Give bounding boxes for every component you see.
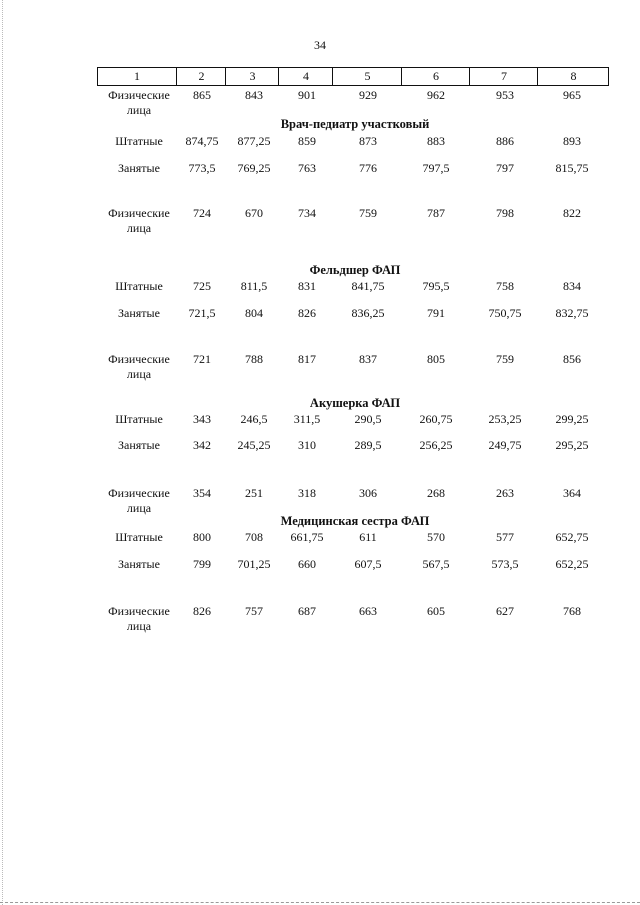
table-cell: 318 <box>298 486 316 500</box>
table-cell: 611 <box>359 530 377 544</box>
table-cell: 843 <box>245 88 263 102</box>
table-cell: 768 <box>563 604 581 618</box>
section-title-midwife: Акушерка ФАП <box>309 396 401 410</box>
table-cell: 570 <box>427 530 445 544</box>
table-cell: 965 <box>563 88 581 102</box>
table-cell: 953 <box>496 88 514 102</box>
table-cell: 962 <box>427 88 445 102</box>
row-label: Штатные <box>115 530 163 544</box>
table-cell: 701,25 <box>237 557 271 571</box>
table-cell: 343 <box>193 412 211 426</box>
header-cell-3: 3 <box>225 68 279 85</box>
table-cell: 577 <box>496 530 514 544</box>
table-cell: 245,25 <box>237 438 271 452</box>
table-cell: 567,5 <box>422 557 450 571</box>
table-header-row <box>97 67 609 86</box>
page-number: 34 <box>314 38 326 52</box>
table-cell: 929 <box>359 88 377 102</box>
table-cell: 721 <box>193 352 211 366</box>
table-cell: 251 <box>245 486 263 500</box>
table-cell: 721,5 <box>188 306 216 320</box>
table-cell: 652,75 <box>555 530 589 544</box>
table-cell: 834 <box>563 279 581 293</box>
row-label: Занятые <box>118 438 160 452</box>
table-cell: 256,25 <box>419 438 453 452</box>
header-cell-7: 7 <box>469 68 538 85</box>
table-cell: 759 <box>359 206 377 220</box>
table-cell: 708 <box>245 530 263 544</box>
table-cell: 856 <box>563 352 581 366</box>
table-cell: 826 <box>193 604 211 618</box>
header-cell-8: 8 <box>537 68 609 85</box>
table-cell: 800 <box>193 530 211 544</box>
table-cell: 837 <box>359 352 377 366</box>
section-title-feldsher: Фельдшер ФАП <box>309 263 401 277</box>
header-cell-4: 4 <box>278 68 333 85</box>
table-cell: 901 <box>298 88 316 102</box>
table-cell: 836,25 <box>351 306 385 320</box>
table-cell: 660 <box>298 557 316 571</box>
table-cell: 831 <box>298 279 316 293</box>
header-cell-2: 2 <box>176 68 226 85</box>
table-cell: 652,25 <box>555 557 589 571</box>
row-label: Штатные <box>115 134 163 148</box>
table-cell: 725 <box>193 279 211 293</box>
table-cell: 750,75 <box>488 306 522 320</box>
table-cell: 295,25 <box>555 438 589 452</box>
table-cell: 607,5 <box>354 557 382 571</box>
section-title-pediatrician: Врач-педиатр участковый <box>280 117 430 131</box>
scan-border-bottom <box>0 901 640 903</box>
table-cell: 311,5 <box>293 412 321 426</box>
table-cell: 759 <box>496 352 514 366</box>
table-cell: 795,5 <box>422 279 450 293</box>
table-cell: 253,25 <box>488 412 522 426</box>
table-cell: 663 <box>359 604 377 618</box>
table-cell: 877,25 <box>237 134 271 148</box>
header-cell-1: 1 <box>134 69 140 83</box>
table-cell: 364 <box>563 486 581 500</box>
table-cell: 798 <box>496 206 514 220</box>
table-cell: 832,75 <box>555 306 589 320</box>
table-cell: 354 <box>193 486 211 500</box>
table-cell: 787 <box>427 206 445 220</box>
scan-border-left <box>2 0 4 905</box>
row-label: Физические лица <box>108 206 170 235</box>
row-label: Занятые <box>118 557 160 571</box>
table-cell: 797 <box>496 161 514 175</box>
table-cell: 724 <box>193 206 211 220</box>
table-cell: 811,5 <box>240 279 268 293</box>
table-cell: 804 <box>245 306 263 320</box>
table-cell: 893 <box>563 134 581 148</box>
table-cell: 758 <box>496 279 514 293</box>
header-cell-5: 5 <box>332 68 402 85</box>
table-cell: 670 <box>245 206 263 220</box>
row-label: Физические лица <box>108 604 170 633</box>
table-cell: 268 <box>427 486 445 500</box>
table-cell: 290,5 <box>354 412 382 426</box>
table-cell: 886 <box>496 134 514 148</box>
table-cell: 874,75 <box>185 134 219 148</box>
table-cell: 817 <box>298 352 316 366</box>
table-cell: 734 <box>298 206 316 220</box>
table-cell: 805 <box>427 352 445 366</box>
table-cell: 687 <box>298 604 316 618</box>
table-cell: 788 <box>245 352 263 366</box>
table-cell: 249,75 <box>488 438 522 452</box>
row-label: Занятые <box>118 161 160 175</box>
table-cell: 289,5 <box>354 438 382 452</box>
table-cell: 859 <box>298 134 316 148</box>
table-cell: 627 <box>496 604 514 618</box>
table-cell: 263 <box>496 486 514 500</box>
row-label: Физические лица <box>108 486 170 515</box>
row-label: Физические лица <box>108 88 170 117</box>
header-cell-6: 6 <box>401 68 470 85</box>
table-cell: 661,75 <box>290 530 324 544</box>
table-cell: 246,5 <box>240 412 268 426</box>
table-cell: 826 <box>298 306 316 320</box>
table-cell: 260,75 <box>419 412 453 426</box>
table-cell: 573,5 <box>491 557 519 571</box>
table-cell: 883 <box>427 134 445 148</box>
row-label: Занятые <box>118 306 160 320</box>
table-cell: 769,25 <box>237 161 271 175</box>
table-cell: 605 <box>427 604 445 618</box>
table-cell: 822 <box>563 206 581 220</box>
table-cell: 299,25 <box>555 412 589 426</box>
row-label: Штатные <box>115 412 163 426</box>
table-cell: 773,5 <box>188 161 216 175</box>
table-cell: 306 <box>359 486 377 500</box>
table-cell: 342 <box>193 438 211 452</box>
table-cell: 797,5 <box>422 161 450 175</box>
table-cell: 865 <box>193 88 211 102</box>
table-cell: 763 <box>298 161 316 175</box>
table-cell: 791 <box>427 306 445 320</box>
row-label: Штатные <box>115 279 163 293</box>
table-cell: 776 <box>359 161 377 175</box>
row-label: Физические лица <box>108 352 170 381</box>
section-title-nurse: Медицинская сестра ФАП <box>280 514 430 528</box>
table-cell: 310 <box>298 438 316 452</box>
table-cell: 799 <box>193 557 211 571</box>
table-cell: 841,75 <box>351 279 385 293</box>
table-cell: 757 <box>245 604 263 618</box>
table-cell: 815,75 <box>555 161 589 175</box>
table-cell: 873 <box>359 134 377 148</box>
